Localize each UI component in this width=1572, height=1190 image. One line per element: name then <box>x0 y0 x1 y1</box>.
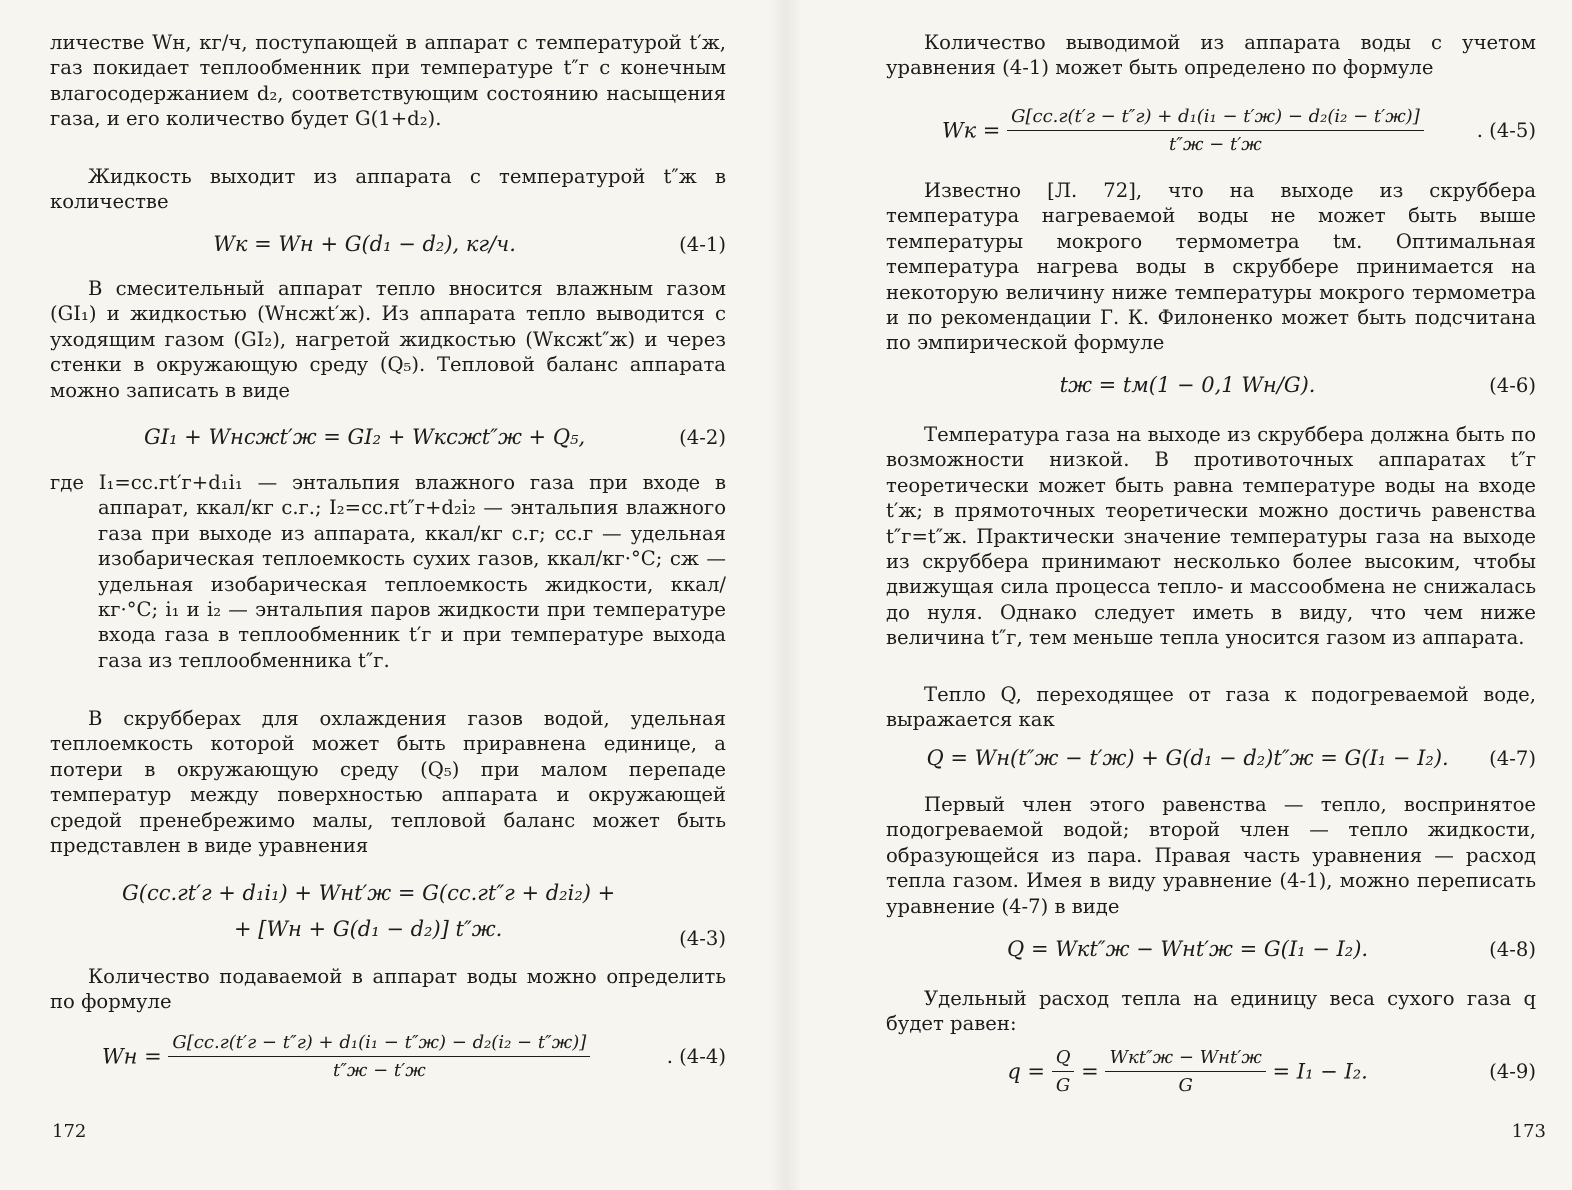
paragraph-definitions: где I₁=cс.гt′г+d₁i₁ — энтальпия влажного газа при входе в аппарат, ккал/кг с.г.; I₂=cс.гt″г+d₂i₂ — энтальпия влажного газа при выходе из аппарата, ккал/кг с.г; cс.г — удельная изобарическая теплоемкость сухих газов, ккал/кг·°С; cж — удельная изобарическая теплоемкость жидкости, ккал/кг·°С; i₁ и i₂ — энтальпия паров жидкости при температуре входа газа в теплообменник t′г и при температуре выхода газа из теплообменника t″г. <box>50 471 726 672</box>
equation-4-4 <box>50 1020 726 1092</box>
page-number: 173 <box>1511 1121 1546 1142</box>
equals-sign: = <box>1081 1059 1099 1083</box>
fraction-denominator: t″ж − t′ж <box>332 1059 426 1081</box>
paragraph: личестве Wн, кг/ч, поступающей в аппарат с температурой t′ж, газ покидает теплообменник при температуре t″г с конечным влагосодержанием d₂, соответствующим состоянию насыщения газа, и его количество будет G(1+d₂). <box>50 31 726 131</box>
equation-lhs: q = <box>1007 1059 1046 1083</box>
paragraph: Известно [Л. 72], что на выходе из скруббера температура нагреваемой воды не может быть выше температуры мокрого термометра tм. Оптимальная температура нагрева воды в скруббере принимается на некоторую величину ниже температуры мокрого термометра и по рекомендации Г. К. Филоненко может быть подсчитана по эмпирической формуле <box>886 179 1536 355</box>
equation-4-6 <box>886 354 1536 416</box>
equation-4-9 <box>886 1038 1536 1104</box>
paragraph: Жидкость выходит из аппарата с температурой t″ж в количестве <box>50 165 726 214</box>
fraction-numerator: G[cс.г(t′г − t″г) + d₁(i₁ − t″ж) − d₂(i₂ − t″ж)] <box>168 1032 590 1057</box>
fraction-denominator: t″ж − t′ж <box>1169 133 1262 155</box>
equation-line: G(cс.гt′г + d₁i₁) + Wнt′ж = G(cс.гt″г + d₂i₂) + <box>122 881 616 905</box>
paragraph: Первый член этого равенства — тепло, воспринятое подогреваемой водой; второй член — тепло жидкости, образующейся из пара. Правая часть уравнения — расход тепла газом. Имея в виду уравнение (4-1), можно переписать уравнение (4-7) в виде <box>886 793 1536 918</box>
equation-body: Q = Wкt″ж − Wнt′ж = G(I₁ − I₂). <box>1007 937 1369 961</box>
equation-number: (4-3) <box>679 927 726 950</box>
fraction <box>1052 1047 1075 1096</box>
fraction-denominator: G <box>1178 1074 1193 1096</box>
page-number: 172 <box>52 1121 87 1142</box>
equation-number: (4-7) <box>1489 746 1536 770</box>
paragraph: В смесительный аппарат тепло вносится влажным газом (GI₁) и жидкостью (Wнcжt′ж). Из аппарата тепло выводится с уходящим газом (GI₂), нагретой жидкостью (Wкcжt″ж) и через стенки в окружающую среду (Q₅). Тепловой баланс аппарата можно записать в виде <box>50 277 726 402</box>
fraction <box>1105 1047 1265 1096</box>
paragraph: Удельный расход тепла на единицу веса сухого газа q будет равен: <box>886 987 1536 1036</box>
fraction-numerator: Wкt″ж − Wнt′ж <box>1105 1047 1265 1072</box>
equation-number: . (4-4) <box>666 1044 726 1068</box>
equation-rhs: = I₁ − I₂. <box>1272 1059 1368 1083</box>
equation-4-3 <box>50 868 726 954</box>
equation-body: tж = tм(1 − 0,1 Wн/G). <box>1059 373 1316 397</box>
equation-number: (4-8) <box>1489 937 1536 961</box>
equation-4-1 <box>50 218 726 270</box>
fraction-numerator: Q <box>1052 1047 1075 1072</box>
equation-lhs: Wк = <box>942 118 1001 142</box>
equation-4-2 <box>50 404 726 470</box>
equation-4-8 <box>886 920 1536 978</box>
equation-number: (4-2) <box>679 425 726 449</box>
equation-number: (4-1) <box>679 232 726 256</box>
fraction-numerator: G[cс.г(t′г − t″г) + d₁(i₁ − t′ж) − d₂(i₂ − t′ж)] <box>1007 106 1424 131</box>
right-page <box>786 0 1572 1190</box>
paragraph: Количество выводимой из аппарата воды с учетом уравнения (4-1) может быть определено по формуле <box>886 31 1536 80</box>
fraction-denominator: G <box>1055 1074 1071 1096</box>
equation-body: GI₁ + Wнcжt′ж = GI₂ + Wкcжt″ж + Q₅, <box>144 425 586 449</box>
paragraph: В скрубберах для охлаждения газов водой, удельная теплоемкость которой может быть приравнена единице, а потери в окружающую среду (Q₅) при малом перепаде температур между поверхностью аппарата и окружающей средой пренебрежимо малы, тепловой баланс может быть представлен в виде уравнения <box>50 707 726 858</box>
paragraph: Тепло Q, переходящее от газа к подогреваемой воде, выражается как <box>886 683 1536 732</box>
equation-body: Wк = Wн + G(d₁ − d₂), кг/ч. <box>213 232 516 256</box>
paragraph: Количество подаваемой в аппарат воды можно определить по формуле <box>50 965 726 1014</box>
equation-4-5 <box>886 88 1536 172</box>
equation-4-7 <box>886 734 1536 782</box>
equation-line: + [Wн + G(d₁ − d₂)] t″ж. <box>234 917 503 941</box>
fraction <box>1007 106 1424 155</box>
equation-lhs: Wн = <box>102 1044 162 1068</box>
fraction <box>168 1032 590 1081</box>
equation-number: (4-9) <box>1489 1059 1536 1083</box>
equation-body: Q = Wн(t″ж − t′ж) + G(d₁ − d₂)t″ж = G(I₁ − I₂). <box>926 746 1449 770</box>
equation-number: . (4-5) <box>1476 118 1536 142</box>
paragraph: Температура газа на выходе из скруббера должна быть по возможности низкой. В противоточных аппаратах t″г теоретически может быть равна температуре воды на входе t′ж; в прямоточных теоретически можно достичь равенства t″г=t″ж. Практически значение температуры газа на выходе из скруббера принимают несколько более высоким, чтобы движущая сила процесса тепло- и массообмена не снижалась до нуля. Однако следует иметь в виду, что чем ниже величина t″г, тем меньше тепла уносится газом из аппарата. <box>886 423 1536 650</box>
equation-number: (4-6) <box>1489 373 1536 397</box>
